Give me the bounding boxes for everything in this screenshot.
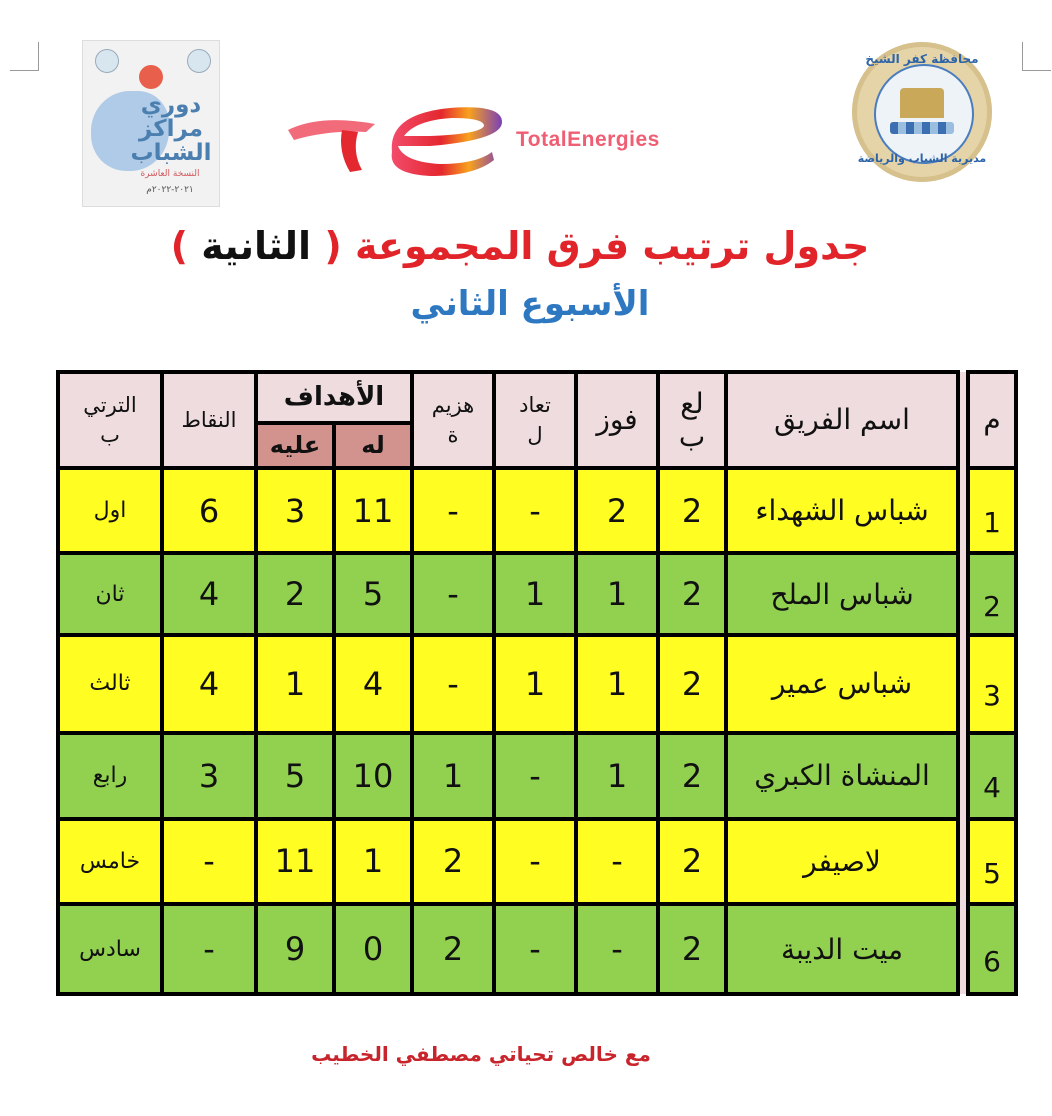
row-rank: رابع <box>58 733 162 819</box>
row-points: - <box>162 819 256 905</box>
row-index: 3 <box>968 635 1016 733</box>
row-played: 2 <box>658 468 726 554</box>
page-corner-mark-right <box>1022 42 1051 71</box>
totalenergies-logo-icon <box>280 100 510 180</box>
row-goals-against: 11 <box>256 819 334 905</box>
table-row <box>58 733 1016 819</box>
header-rank-line1: الترتي <box>83 392 137 417</box>
row-goals-for: 5 <box>334 553 412 635</box>
row-rank: ثان <box>58 553 162 635</box>
row-goals-against: 2 <box>256 553 334 635</box>
row-index: 2 <box>968 553 1016 635</box>
row-points: 4 <box>162 553 256 635</box>
title-paren-close: ) <box>170 224 188 268</box>
row-goals-against: 9 <box>256 904 334 994</box>
row-won: 2 <box>576 468 658 554</box>
seal-bottom-text: مديرية الشباب والرياضة <box>857 152 987 165</box>
header-played <box>658 372 726 468</box>
row-loss: 1 <box>412 733 494 819</box>
row-index: 6 <box>968 904 1016 994</box>
row-rank: اول <box>58 468 162 554</box>
row-team: ميت الديبة <box>726 904 958 994</box>
header-draw-line2: ل <box>527 422 543 447</box>
row-index: 4 <box>968 733 1016 819</box>
row-goals-against: 5 <box>256 733 334 819</box>
row-draw: - <box>494 904 576 994</box>
row-played: 2 <box>658 904 726 994</box>
row-points: 6 <box>162 468 256 554</box>
row-points: - <box>162 904 256 994</box>
row-draw: - <box>494 468 576 554</box>
row-goals-for: 1 <box>334 819 412 905</box>
header-goals-against: عليه <box>256 423 334 468</box>
row-goals-for: 10 <box>334 733 412 819</box>
poster-title: دوري مراكز الشباب <box>130 92 212 166</box>
page-corner-mark-left <box>10 42 39 71</box>
water-wave-icon <box>890 122 954 134</box>
row-goals-against: 1 <box>256 635 334 733</box>
header-played-line1: لع <box>680 386 704 420</box>
title-main: جدول ترتيب فرق المجموعة <box>354 224 870 268</box>
header-loss-line1: هزيم <box>431 392 475 417</box>
building-icon <box>900 88 944 118</box>
header-index: م <box>968 372 1016 468</box>
row-won: - <box>576 904 658 994</box>
row-team: شباس الملح <box>726 553 958 635</box>
header-played-line2: ب <box>678 419 706 453</box>
row-goals-against: 3 <box>256 468 334 554</box>
standings-table <box>56 370 1018 996</box>
governorate-seal-logo <box>852 42 992 182</box>
row-team: شباس عمير <box>726 635 958 733</box>
header-loss-line2: ة <box>447 422 459 447</box>
row-draw: 1 <box>494 635 576 733</box>
title-group-name: الثانية <box>201 224 312 268</box>
row-team: شباس الشهداء <box>726 468 958 554</box>
row-won: - <box>576 819 658 905</box>
row-index: 1 <box>968 468 1016 554</box>
title-paren-open: ( <box>324 224 342 268</box>
row-played: 2 <box>658 635 726 733</box>
row-won: 1 <box>576 553 658 635</box>
footer-signature: مع خالص تحياتي مصطفي الخطيب <box>311 1042 651 1066</box>
table-row <box>58 468 1016 554</box>
row-goals-for: 0 <box>334 904 412 994</box>
header-points: النقاط <box>162 372 256 468</box>
page-title <box>150 224 890 268</box>
row-won: 1 <box>576 635 658 733</box>
row-rank: خامس <box>58 819 162 905</box>
table-row <box>58 819 1016 905</box>
row-loss: - <box>412 635 494 733</box>
column-gap <box>958 372 968 994</box>
header-goals: الأهداف <box>256 372 412 423</box>
row-index: 5 <box>968 819 1016 905</box>
league-poster-logo <box>82 40 220 207</box>
table-row <box>58 904 1016 994</box>
row-team: المنشاة الكبري <box>726 733 958 819</box>
table-row <box>58 635 1016 733</box>
ball-icon <box>139 65 163 89</box>
header-rank <box>58 372 162 468</box>
header-draw <box>494 372 576 468</box>
row-played: 2 <box>658 733 726 819</box>
row-goals-for: 4 <box>334 635 412 733</box>
row-draw: 1 <box>494 553 576 635</box>
poster-date: ٢٠٢١-٢٠٢٢م <box>146 185 194 195</box>
row-rank: ثالث <box>58 635 162 733</box>
table-row <box>58 553 1016 635</box>
row-points: 4 <box>162 635 256 733</box>
header-loss <box>412 372 494 468</box>
row-played: 2 <box>658 553 726 635</box>
row-team: لاصيفر <box>726 819 958 905</box>
row-played: 2 <box>658 819 726 905</box>
row-loss: - <box>412 468 494 554</box>
row-won: 1 <box>576 733 658 819</box>
header-draw-line1: تعاد <box>519 392 551 417</box>
header-won: فوز <box>576 372 658 468</box>
poster-badge-icon <box>95 49 119 73</box>
row-draw: - <box>494 819 576 905</box>
row-loss: 2 <box>412 904 494 994</box>
poster-subtitle: النسخة العاشرة <box>140 169 200 179</box>
sponsor-name: TotalEnergies <box>516 128 660 151</box>
week-subtitle: الأسبوع الثاني <box>410 284 650 324</box>
row-loss: 2 <box>412 819 494 905</box>
row-draw: - <box>494 733 576 819</box>
row-loss: - <box>412 553 494 635</box>
seal-inner-icon <box>874 64 974 164</box>
row-rank: سادس <box>58 904 162 994</box>
row-goals-for: 11 <box>334 468 412 554</box>
header-rank-line2: ب <box>100 422 120 447</box>
poster-badge-icon <box>187 49 211 73</box>
seal-top-text: محافظة كفر الشيخ <box>865 52 979 66</box>
row-points: 3 <box>162 733 256 819</box>
header-team: اسم الفريق <box>726 372 958 468</box>
header-goals-for: له <box>334 423 412 468</box>
